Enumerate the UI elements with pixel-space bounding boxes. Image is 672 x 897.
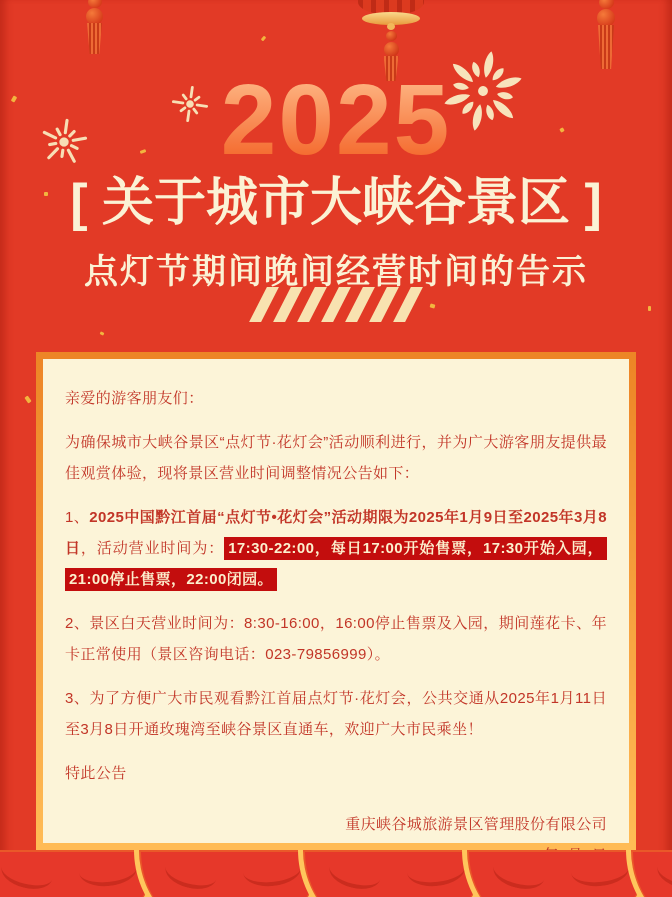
salutation: 亲爱的游客朋友们： [65, 390, 204, 407]
tassel-decoration-left [86, 0, 103, 54]
item1-prefix: 1、 [65, 509, 90, 526]
poster-subtitle: 点灯节期间晚间经营时间的告示 [84, 253, 588, 291]
year-heading: 2025 [0, 70, 672, 170]
item1-bold-text: 2025中国黔江首届“点灯节•花灯会”活动期限为2025年1月9日至2025年3月8日 [65, 509, 607, 557]
item1-highlighted-hours: 17:30-22:00，每日17:00开始售票，17:30开始入园，21:00停止售票，22:00闭园。 [65, 537, 607, 591]
slash-mark [393, 287, 423, 322]
item1-paragraph [65, 502, 607, 595]
tassel-decoration-right [597, 0, 615, 69]
item2-paragraph: 2、景区白天营业时间为：8:30-16:00，16:00停止售票及入园，期间莲花卡、年卡正常使用（景区咨询电话：023-79856999）。 [65, 615, 607, 663]
scallop-lantern [462, 850, 654, 897]
slashes-decoration [0, 287, 672, 322]
closing-line: 特此公告 [65, 765, 127, 782]
item1-mid-text: ，活动营业时间为： [80, 540, 225, 557]
scallop-lanterns-decoration [0, 850, 672, 897]
signature-company: 重庆峡谷城旅游景区管理股份有限公司 [345, 816, 607, 833]
scallop-lantern [298, 850, 490, 897]
confetti-speck [100, 331, 105, 335]
poster-title: [ 关于城市大峡谷景区 ] [70, 174, 602, 232]
scallop-lantern [134, 850, 326, 897]
item3-paragraph: 3、为了方便广大市民观看黔江首届点灯节·花灯会，公共交通从2025年1月11日至3月8日开通玫瑰湾至峡谷景区直通车，欢迎广大市民乘坐！ [65, 690, 607, 738]
confetti-speck [24, 395, 31, 403]
confetti-speck [261, 36, 267, 42]
intro-paragraph: 为确保城市大峡谷景区“点灯节·花灯会”活动顺利进行，并为广大游客朋友提供最佳观赏体验，现将景区营业时间调整情况公告如下： [65, 434, 607, 482]
notice-box [36, 352, 636, 850]
